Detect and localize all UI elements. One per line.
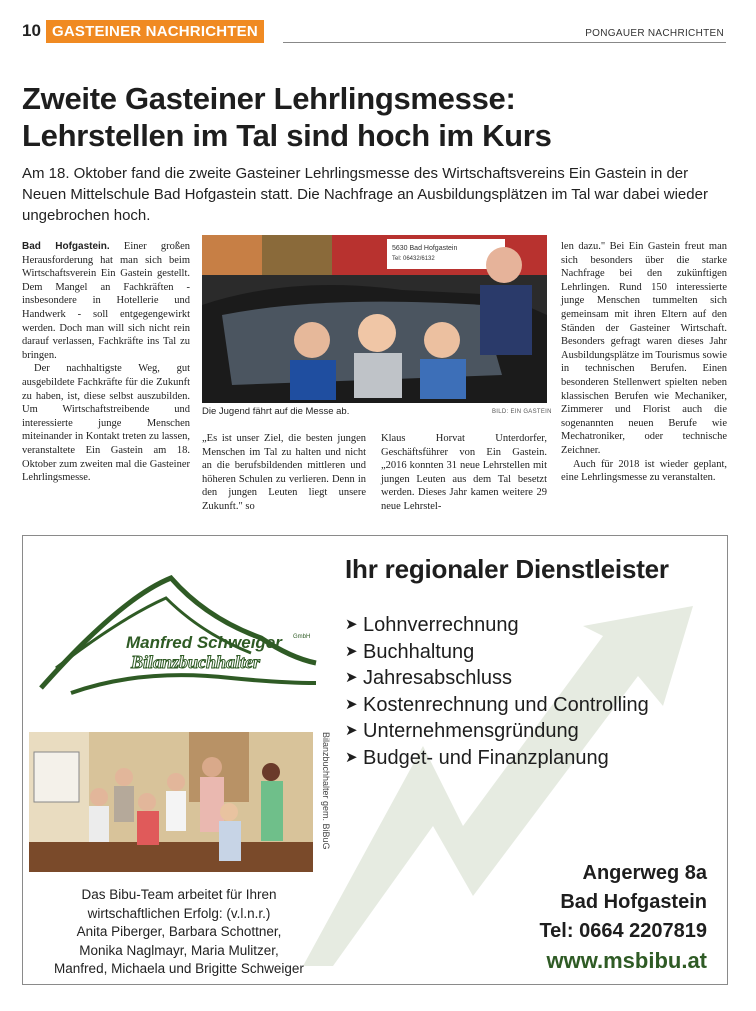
article-column-3: Klaus Horvat Unterdorfer, Geschäftsführer von Ein Gastein. „2016 konnten 31 neue Lehrstellen mit jungen Leuten aus dem Tal besetzt werden. Dieses Jahr kamen weitere 29 neue Lehrstel- xyxy=(381,433,547,512)
team-photo xyxy=(29,732,313,872)
company-logo xyxy=(31,558,321,708)
headline-line-1: Zweite Gasteiner Lehrlingsmesse: xyxy=(22,81,516,116)
article-column-4 xyxy=(561,240,727,485)
team-caption: Das Bibu-Team arbeitet für Ihren wirtschaftlichen Erfolg: (v.l.n.r.) Anita Piberger, Barbara Schottner, Monika Naglmayr, Maria Mulitzer, Manfred, Michaela und Brigitte Schweiger xyxy=(54,887,304,976)
dateline: Bad Hofgastein. xyxy=(22,241,110,252)
photo-caption: Die Jugend fährt auf die Messe ab. xyxy=(202,406,350,417)
photo-credit: BILD: EIN GASTEIN xyxy=(492,409,552,415)
bullet-arrow-icon: ➤ xyxy=(345,669,358,687)
page-number: 10 xyxy=(22,21,41,40)
bullet-arrow-icon: ➤ xyxy=(345,695,358,713)
service-item: ➤ Budget- und Finanzplanung xyxy=(345,745,649,772)
ad-heading: Ihr regionaler Dienstleister xyxy=(345,554,669,584)
photo-illustration xyxy=(202,235,547,403)
website-link[interactable]: www.msbibu.at xyxy=(546,948,707,973)
advertisement xyxy=(22,535,728,985)
service-item: ➤ Lohnverrechnung xyxy=(345,612,649,639)
service-item: ➤ Buchhaltung xyxy=(345,639,649,666)
logo-suffix: GmbH xyxy=(293,634,311,640)
photo-sign-tel: Tel: 06432/6132 xyxy=(392,256,435,262)
article-lead: Am 18. Oktober fand die zweite Gasteiner Lehrlingsmesse des Wirtschaftsvereins Ein Gastein in der Neuen Mittelschule Bad Hofgastein statt. Die Nachfrage an Ausbildungsplätzen im Tal war dabei wieder ungebrochen hoch. xyxy=(22,165,708,224)
column-4-paragraph-2: Auch für 2018 ist wieder geplant, eine Lehrlingsmesse zu veranstalten. xyxy=(561,458,727,484)
section-label: GASTEINER NACHRICHTEN xyxy=(46,20,264,43)
column-4-paragraph-1: len dazu." Bei Ein Gastein freut man sich besonders über die starke Nachfrage bei den zukünftigen Lehrlingen. Rund 150 interessierte junge Menschen tummelten sich gemeinsam mit ihren Eltern auf den Ständen der Gasteiner Wirtschaft. Besonders gefragt waren dieses Jahr Ausbildungsplätze im Tourismus sowie in technischen Berufen. Einen besonderen Stellenwert spielten neben klassischen Berufen wie Mechaniker, Zimmerer und Florist auch die sogenannten neuen Berufe wie Mechatroniker, oder technische Zeichner. xyxy=(561,241,727,456)
article-column-2: „Es ist unser Ziel, die besten jungen Menschen im Tal zu halten und nicht an die berufsbildenden mittleren und höheren Schulen zu verlieren. Denn in den jungen Leuten liegt unsere Zukunft." so xyxy=(202,433,366,512)
photo-sign-text: 5630 Bad Hofgastein xyxy=(392,245,458,252)
bullet-arrow-icon: ➤ xyxy=(345,642,358,660)
bullet-arrow-icon: ➤ xyxy=(345,722,358,740)
article-photo xyxy=(202,235,547,403)
contact-block xyxy=(539,859,707,975)
address-street: Angerweg 8a xyxy=(582,862,707,884)
service-item: ➤ Jahresabschluss xyxy=(345,665,649,692)
column-1-paragraph-1: Einer großen Herausforderung hat man sich beim Wirtschaftsverein Ein Gastein gestellt. Dem Mangel an Fachkräften - insbesondere in Hotellerie und Handwerk - soll entgegengewirkt werden. Doch man will sich nicht rein darauf verlassen, Fachkräfte ins Tal zu bringen. xyxy=(22,241,190,361)
publication-name: PONGAUER NACHRICHTEN xyxy=(585,28,724,39)
logo-name: Manfred Schweiger xyxy=(126,633,282,652)
bullet-arrow-icon: ➤ xyxy=(345,748,358,766)
article-headline xyxy=(22,80,722,154)
address-city: Bad Hofgastein xyxy=(560,891,707,913)
service-item: ➤ Kostenrechnung und Controlling xyxy=(345,692,649,719)
vertical-credential-text: Bilanzbuchhalter gem. BiBuG xyxy=(321,732,331,850)
article-column-1 xyxy=(22,240,190,485)
column-1-paragraph-2: Der nachhaltigste Weg, gut ausgebildete Fachkräfte für die Zukunft zu haben, ist, diese selbst auszubilden. Um Wirtschaftstreibende und interessierte junge Menschen miteinander in Kontakt treten zu lassen, veranstaltete Ein Gastein am 18. Oktober zum zweiten mal die Gasteiner Lehrlingsmesse. xyxy=(22,363,190,484)
service-item: ➤ Unternehmensgründung xyxy=(345,718,649,745)
logo-subtitle: Bilanzbuchhalter xyxy=(131,652,261,672)
header-rule xyxy=(283,42,726,43)
headline-line-2: Lehrstellen im Tal sind hoch im Kurs xyxy=(22,118,552,153)
services-list xyxy=(345,612,649,772)
bullet-arrow-icon: ➤ xyxy=(345,616,358,633)
phone-number: Tel: 0664 2207819 xyxy=(539,920,707,942)
